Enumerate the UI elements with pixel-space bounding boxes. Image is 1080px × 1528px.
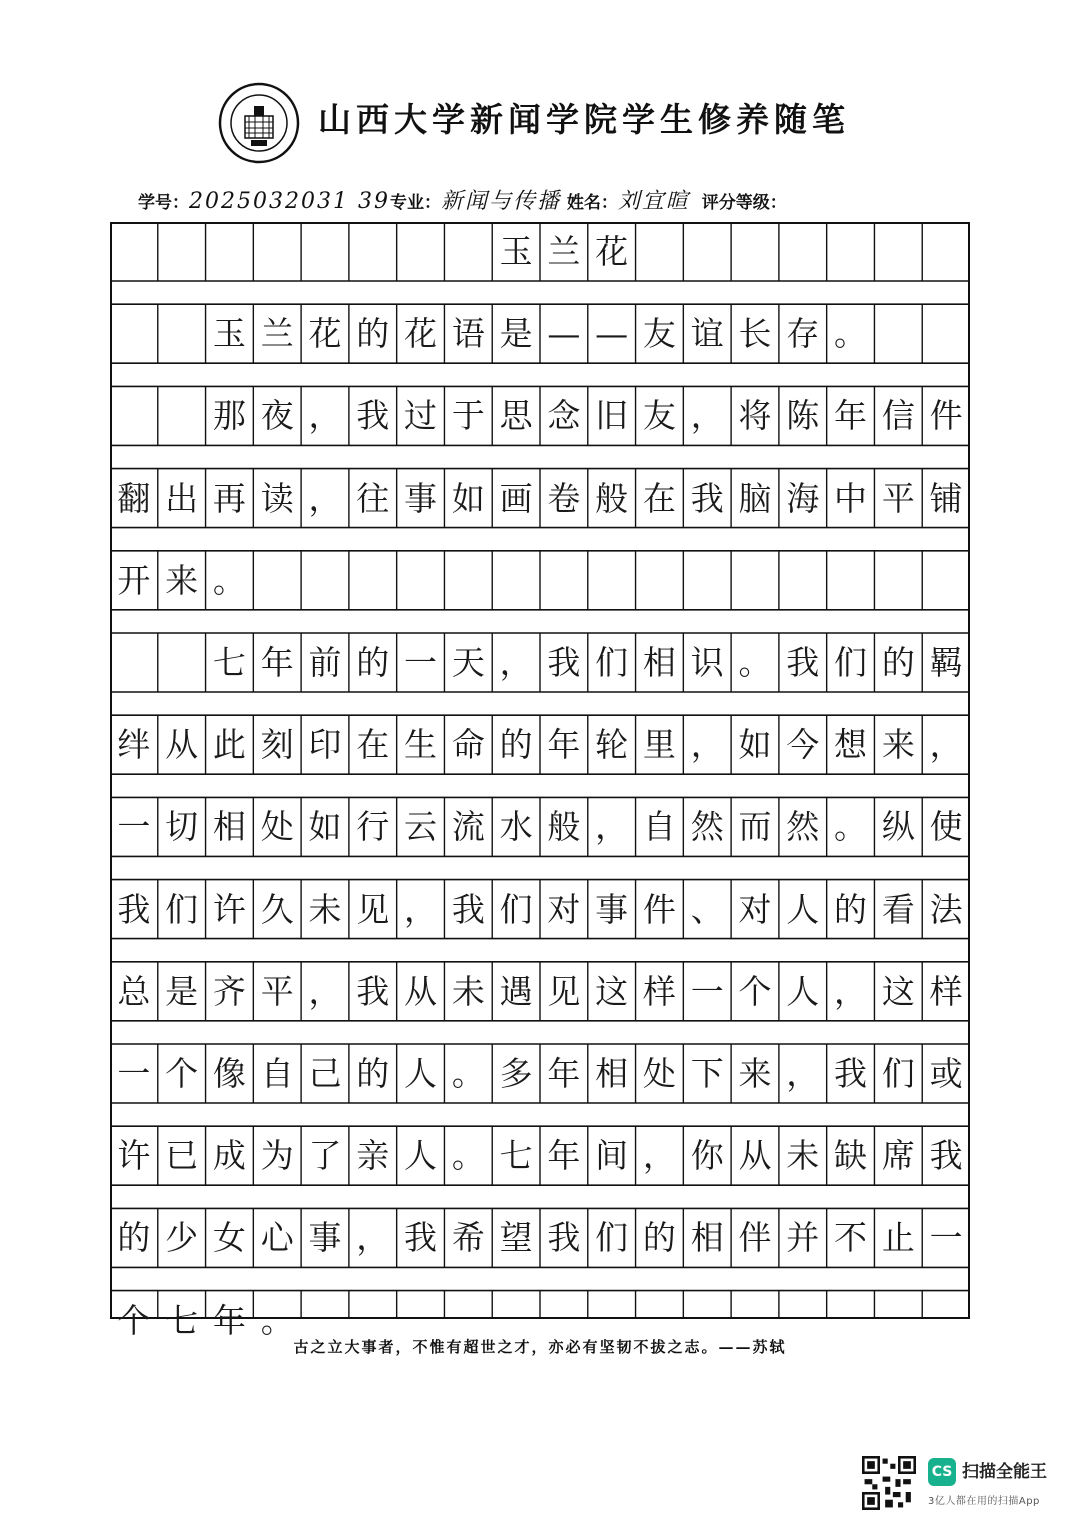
grid-character: 见 bbox=[356, 889, 390, 929]
document-title: 山西大学新闻学院学生修养随笔 bbox=[318, 100, 850, 139]
grid-character: 我 bbox=[356, 396, 390, 436]
grid-character: 存 bbox=[786, 314, 820, 354]
grid-character: 们 bbox=[165, 889, 199, 929]
grid-character: 未 bbox=[786, 1136, 820, 1176]
major-label: 专业： bbox=[389, 193, 441, 213]
grade-label: 评分等级： bbox=[701, 193, 787, 213]
grid-character: 亲 bbox=[356, 1136, 390, 1176]
grid-character: 命 bbox=[451, 725, 485, 765]
grid-character: 这 bbox=[595, 971, 629, 1011]
grid-character: 人 bbox=[404, 1136, 438, 1176]
grid-character: 人 bbox=[786, 889, 820, 929]
grid-character: 的 bbox=[356, 643, 390, 682]
camscanner-name: 扫描全能王 bbox=[962, 1462, 1047, 1482]
grid-character: 我 bbox=[547, 1218, 581, 1258]
grid-character: 而 bbox=[738, 807, 772, 847]
grid-character: 七 bbox=[499, 1136, 533, 1176]
grid-character: 相 bbox=[595, 1054, 629, 1093]
grid-character: 未 bbox=[451, 971, 485, 1011]
name-value: 刘宜暄 bbox=[617, 189, 690, 214]
grid-character: 卷 bbox=[547, 478, 581, 518]
grid-character: 。 bbox=[834, 314, 868, 354]
grid-character: 如 bbox=[451, 478, 485, 518]
grid-character: 陈 bbox=[786, 396, 820, 436]
grid-character: 来 bbox=[165, 560, 199, 600]
grid-character: 少 bbox=[165, 1218, 199, 1258]
grid-character: 过 bbox=[404, 396, 438, 436]
grid-character: 般 bbox=[547, 807, 581, 847]
grid-character: 间 bbox=[595, 1136, 629, 1176]
grid-character: 我 bbox=[117, 889, 151, 929]
grid-character: 轮 bbox=[595, 725, 629, 765]
grid-character: 七 bbox=[212, 643, 246, 682]
grid-character: 个 bbox=[165, 1054, 199, 1093]
grid-character: 。 bbox=[212, 560, 246, 600]
grid-character: ， bbox=[404, 889, 438, 929]
grid-character: 处 bbox=[642, 1054, 676, 1093]
grid-character: ， bbox=[595, 807, 629, 847]
grid-character: 然 bbox=[786, 807, 820, 847]
grid-character: ， bbox=[642, 1136, 676, 1176]
grid-character: 我 bbox=[834, 1054, 868, 1093]
grid-character: 如 bbox=[738, 725, 772, 765]
page-header bbox=[0, 70, 1080, 160]
grid-character: 了 bbox=[308, 1136, 342, 1176]
grid-character: 个 bbox=[117, 1300, 151, 1340]
grid-character: 纵 bbox=[881, 807, 915, 847]
grid-character: 夜 bbox=[260, 396, 294, 436]
grid-character: 从 bbox=[165, 725, 199, 765]
name-label: 姓名： bbox=[566, 193, 618, 213]
grid-character: 语 bbox=[451, 314, 485, 354]
grid-character: ， bbox=[690, 725, 724, 765]
grid-character: 处 bbox=[260, 807, 294, 847]
grid-character: 花 bbox=[595, 232, 629, 271]
grid-character: 对 bbox=[738, 889, 772, 929]
grid-character: 生 bbox=[404, 725, 438, 765]
grid-character: 使 bbox=[929, 807, 963, 847]
grid-character: 们 bbox=[834, 643, 868, 682]
grid-character: 的 bbox=[356, 314, 390, 354]
grid-character: 的 bbox=[117, 1218, 151, 1258]
grid-character: 相 bbox=[690, 1218, 724, 1258]
grid-character: 中 bbox=[834, 478, 868, 518]
grid-character: 对 bbox=[547, 889, 581, 929]
grid-character: 那 bbox=[212, 396, 246, 436]
grid-character: 此 bbox=[212, 725, 246, 765]
grid-character: 里 bbox=[642, 725, 676, 765]
major-value: 新闻与传播 bbox=[440, 189, 561, 214]
grid-character: 看 bbox=[881, 889, 915, 929]
grid-character: 读 bbox=[260, 478, 294, 518]
grid-character: 总 bbox=[117, 971, 151, 1011]
grid-character: 流 bbox=[451, 807, 485, 847]
grid-character: 。 bbox=[738, 643, 772, 682]
grid-character: 一 bbox=[690, 971, 724, 1011]
grid-character: 们 bbox=[499, 889, 533, 929]
grid-character: 件 bbox=[642, 889, 676, 929]
grid-character: ， bbox=[499, 643, 533, 682]
grid-character: 友 bbox=[642, 396, 676, 436]
grid-character: 、 bbox=[690, 889, 724, 929]
grid-character: 我 bbox=[451, 889, 485, 929]
grid-character: 年 bbox=[547, 725, 581, 765]
grid-character: 许 bbox=[117, 1136, 151, 1176]
qr-code-icon bbox=[862, 1456, 916, 1510]
grid-character: 前 bbox=[308, 643, 342, 682]
grid-character: 识 bbox=[690, 643, 724, 682]
grid-character: 行 bbox=[356, 807, 390, 847]
camscanner-logo: CS bbox=[928, 1458, 956, 1486]
grid-character: 未 bbox=[308, 889, 342, 929]
grid-character: 羁 bbox=[929, 643, 963, 682]
grid-character: 平 bbox=[260, 971, 294, 1011]
grid-character: 久 bbox=[260, 889, 294, 929]
grid-character: 来 bbox=[738, 1054, 772, 1093]
grid-character: 缺 bbox=[834, 1136, 868, 1176]
grid-character: 从 bbox=[738, 1136, 772, 1176]
grid-character: 画 bbox=[499, 478, 533, 518]
grid-character: 们 bbox=[595, 643, 629, 682]
grid-character: 一 bbox=[404, 643, 438, 682]
grid-character: 的 bbox=[356, 1054, 390, 1093]
grid-character: 相 bbox=[642, 643, 676, 682]
grid-character: 齐 bbox=[212, 971, 246, 1011]
grid-character: 个 bbox=[738, 971, 772, 1011]
grid-character: ， bbox=[308, 396, 342, 436]
grid-character: — bbox=[595, 314, 629, 354]
grid-character: 事 bbox=[404, 478, 438, 518]
grid-character: 将 bbox=[738, 396, 772, 436]
grid-character: 平 bbox=[881, 478, 915, 518]
grid-character: 望 bbox=[499, 1218, 533, 1258]
grid-character: 在 bbox=[356, 725, 390, 765]
grid-character: 希 bbox=[451, 1218, 485, 1258]
grid-character: 翻 bbox=[117, 478, 151, 518]
grid-character: 件 bbox=[929, 396, 963, 436]
grid-character: 友 bbox=[642, 314, 676, 354]
grid-character: ， bbox=[308, 478, 342, 518]
grid-character: 。 bbox=[834, 807, 868, 847]
grid-character: 想 bbox=[834, 725, 868, 765]
grid-character: 相 bbox=[212, 807, 246, 847]
grid-character: 的 bbox=[881, 643, 915, 682]
grid-character: 是 bbox=[499, 314, 533, 354]
grid-character: 自 bbox=[642, 807, 676, 847]
grid-character: 。 bbox=[451, 1136, 485, 1176]
grid-character: 我 bbox=[547, 643, 581, 682]
grid-character: 再 bbox=[212, 478, 246, 518]
grid-character: 脑 bbox=[738, 478, 772, 518]
grid-character: 我 bbox=[404, 1218, 438, 1258]
grid-character: 一 bbox=[929, 1218, 963, 1258]
grid-character: 成 bbox=[212, 1136, 246, 1176]
university-seal-icon bbox=[218, 82, 300, 164]
grid-character: 人 bbox=[404, 1054, 438, 1093]
grid-character: 年 bbox=[260, 643, 294, 682]
grid-character: 天 bbox=[451, 643, 485, 682]
grid-character: 们 bbox=[881, 1054, 915, 1093]
grid-character: 铺 bbox=[929, 478, 963, 518]
grid-character: 我 bbox=[356, 971, 390, 1011]
grid-character: 下 bbox=[690, 1054, 724, 1093]
scanner-watermark bbox=[862, 1456, 1062, 1512]
grid-character: 为 bbox=[260, 1136, 294, 1176]
grid-character: 思 bbox=[499, 396, 533, 436]
student-id-label: 学号： bbox=[138, 193, 189, 213]
grid-character: 已 bbox=[165, 1136, 199, 1176]
grid-character: ， bbox=[356, 1218, 390, 1258]
grid-character: 一 bbox=[117, 807, 151, 847]
grid-character: 女 bbox=[212, 1218, 246, 1258]
grid-character: 般 bbox=[595, 478, 629, 518]
grid-character: 在 bbox=[642, 478, 676, 518]
grid-character: 自 bbox=[260, 1054, 294, 1093]
grid-character: 年 bbox=[834, 396, 868, 436]
grid-character: 伴 bbox=[738, 1218, 772, 1258]
grid-character: 己 bbox=[308, 1054, 342, 1093]
grid-character: 从 bbox=[404, 971, 438, 1011]
grid-character: 出 bbox=[165, 478, 199, 518]
footer-quote: 古之立大事者，不惟有超世之才，亦必有坚韧不拔之志。——苏轼 bbox=[293, 1338, 787, 1356]
grid-character: ， bbox=[690, 396, 724, 436]
grid-character: ， bbox=[308, 971, 342, 1011]
grid-character: 然 bbox=[690, 807, 724, 847]
grid-character: 人 bbox=[786, 971, 820, 1011]
camscanner-tagline: 3亿人都在用的扫描App bbox=[928, 1496, 1040, 1507]
grid-character: ， bbox=[929, 725, 963, 765]
student-id-value: 2025032031 39 bbox=[189, 189, 390, 214]
grid-character: 旧 bbox=[595, 396, 629, 436]
grid-character: 遇 bbox=[499, 971, 533, 1011]
grid-character: 一 bbox=[117, 1054, 151, 1093]
grid-character: 席 bbox=[881, 1136, 915, 1176]
grid-character: — bbox=[547, 314, 581, 354]
grid-character: 像 bbox=[212, 1054, 246, 1093]
grid-character: 止 bbox=[881, 1218, 915, 1258]
grid-character: 年 bbox=[212, 1300, 246, 1340]
grid-character: 许 bbox=[212, 889, 246, 929]
grid-character: 云 bbox=[404, 807, 438, 847]
grid-character: 并 bbox=[786, 1218, 820, 1258]
grid-character: ， bbox=[786, 1054, 820, 1093]
grid-character: 花 bbox=[308, 314, 342, 354]
grid-character: 水 bbox=[499, 807, 533, 847]
grid-character: 开 bbox=[117, 560, 151, 600]
grid-character: 切 bbox=[165, 807, 199, 847]
grid-character: 心 bbox=[260, 1218, 294, 1258]
grid-character: 念 bbox=[547, 396, 581, 436]
grid-character: 样 bbox=[642, 971, 676, 1011]
grid-character: 年 bbox=[547, 1054, 581, 1093]
grid-character: 不 bbox=[834, 1218, 868, 1258]
grid-character: 我 bbox=[690, 478, 724, 518]
grid-character: 花 bbox=[404, 314, 438, 354]
grid-character: 玉 bbox=[212, 314, 246, 354]
grid-character: 多 bbox=[499, 1054, 533, 1093]
grid-character: 印 bbox=[308, 725, 342, 765]
grid-character: 的 bbox=[499, 725, 533, 765]
grid-character: 。 bbox=[260, 1300, 294, 1340]
grid-character: 样 bbox=[929, 971, 963, 1011]
grid-character: 信 bbox=[881, 396, 915, 436]
grid-character: 见 bbox=[547, 971, 581, 1011]
grid-character: 你 bbox=[690, 1136, 724, 1176]
grid-character: 的 bbox=[834, 889, 868, 929]
grid-character: 今 bbox=[786, 725, 820, 765]
grid-character: 刻 bbox=[260, 725, 294, 765]
grid-character: 来 bbox=[881, 725, 915, 765]
grid-character: 往 bbox=[356, 478, 390, 518]
grid-character: ， bbox=[834, 971, 868, 1011]
grid-character: 或 bbox=[929, 1054, 963, 1093]
grid-character: 我 bbox=[929, 1136, 963, 1176]
grid-character: 是 bbox=[165, 971, 199, 1011]
grid-character: 事 bbox=[595, 889, 629, 929]
grid-character: 如 bbox=[308, 807, 342, 847]
grid-character: 的 bbox=[642, 1218, 676, 1258]
grid-character: 绊 bbox=[117, 725, 151, 765]
grid-character: 海 bbox=[786, 478, 820, 518]
grid-character: 们 bbox=[595, 1218, 629, 1258]
grid-character: 。 bbox=[451, 1054, 485, 1093]
grid-character: 谊 bbox=[690, 314, 724, 354]
writing-grid bbox=[110, 222, 970, 1340]
grid-character: 长 bbox=[738, 314, 772, 354]
grid-character: 兰 bbox=[547, 232, 581, 271]
grid-character: 七 bbox=[165, 1300, 199, 1340]
grid-character: 年 bbox=[547, 1136, 581, 1176]
grid-character: 兰 bbox=[260, 314, 294, 354]
student-info-line bbox=[138, 184, 968, 220]
grid-character: 法 bbox=[929, 889, 963, 929]
grid-character: 这 bbox=[881, 971, 915, 1011]
grid-character: 于 bbox=[451, 396, 485, 436]
grid-character: 事 bbox=[308, 1218, 342, 1258]
grid-character: 玉 bbox=[499, 232, 533, 271]
grid-character: 我 bbox=[786, 643, 820, 682]
